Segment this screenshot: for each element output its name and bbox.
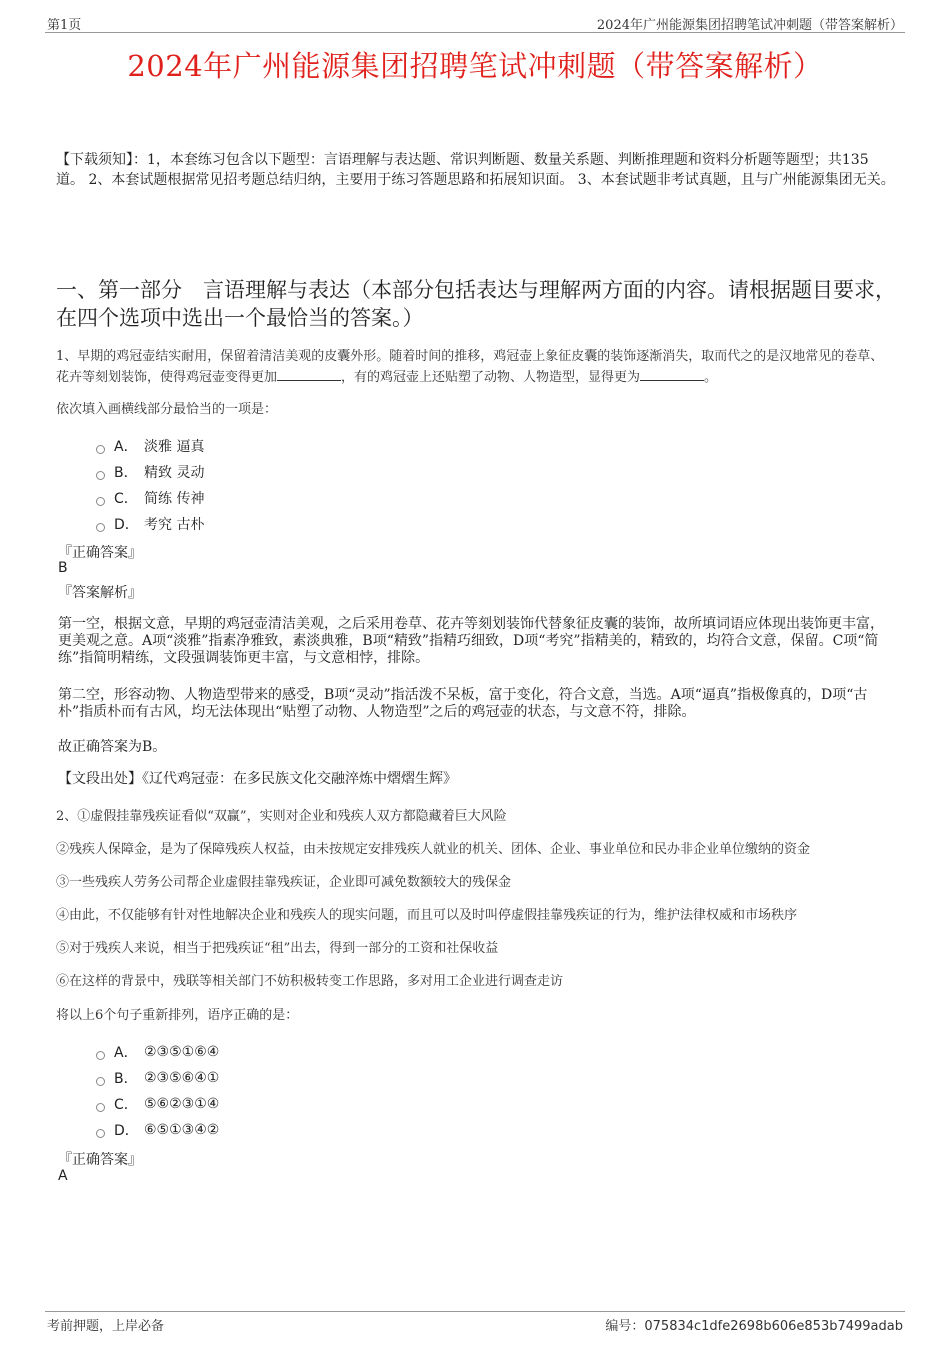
header-doc-title: 2024年广州能源集团招聘笔试冲刺题（带答案解析） [596, 18, 903, 33]
radio-icon[interactable] [96, 1077, 105, 1086]
footer-slogan: 考前押题，上岸必备 [47, 1319, 165, 1334]
radio-icon[interactable] [96, 523, 105, 532]
q2-option-d[interactable]: D． ⑥⑤①③④② [96, 1117, 219, 1143]
q2-option-a[interactable]: A． ②③⑤①⑥④ [96, 1039, 219, 1065]
q2-option-c[interactable]: C． ⑤⑥②③①④ [96, 1091, 219, 1117]
q2-line-5: ⑤对于残疾人来说，相当于把残疾证“租”出去，得到一部分的工资和社保收益 [56, 941, 499, 956]
page-header [45, 14, 905, 33]
q1-source: 【文段出处】《辽代鸡冠壶：在多民族文化交融淬炼中熠熠生辉》 [58, 771, 457, 787]
q2-prompt: 将以上6个句子重新排列，语序正确的是： [56, 1008, 299, 1023]
page-title: 2024年广州能源集团招聘笔试冲刺题（带答案解析） [127, 49, 823, 83]
page-number: 第1页 [47, 18, 82, 33]
section-heading: 一、第一部分 言语理解与表达（本部分包括表达与理解两方面的内容。请根据题目要求，在四个选项中选出一个最恰当的答案。） [56, 278, 896, 330]
q1-option-c[interactable]: C． 简练 传神 [96, 485, 204, 511]
footer-code: 编号：075834c1dfe2698b606e853b7499adab [605, 1319, 903, 1334]
q1-option-b[interactable]: B． 精致 灵动 [96, 459, 204, 485]
q2-line-4: ④由此，不仅能够有针对性地解决企业和残疾人的现实问题，而且可以及时叫停虚假挂靠残疾证的行为，维护法律权威和市场秩序 [56, 908, 798, 923]
radio-icon[interactable] [96, 1051, 105, 1060]
q1-option-d[interactable]: D． 考究 古朴 [96, 511, 204, 537]
blank-2 [640, 367, 704, 381]
q1-prompt: 依次填入画横线部分最恰当的一项是： [56, 402, 278, 417]
q2-line-6: ⑥在这样的背景中，残联等相关部门不妨积极转变工作思路，多对用工企业进行调查走访 [56, 974, 564, 989]
q1-text-a: 1、早期的鸡冠壶结实耐用，保留着清洁美观的皮囊外形。随着时间的推移，鸡冠壶上象征皮囊的装饰逐渐消失，取而代之的是汉地常见的卷草、花卉等刻划装饰，使得鸡冠壶变得更加 [56, 349, 884, 385]
q1-answer: B [58, 560, 68, 576]
page-footer [45, 1311, 905, 1334]
radio-icon[interactable] [96, 1129, 105, 1138]
blank-1 [277, 367, 341, 381]
q1-options [96, 433, 204, 537]
q1-text-c: 。 [704, 370, 718, 385]
q2-options [96, 1039, 219, 1143]
q2-option-b[interactable]: B． ②③⑤⑥④① [96, 1065, 219, 1091]
q1-answer-label: 『正确答案』 [58, 545, 142, 561]
radio-icon[interactable] [96, 471, 105, 480]
q1-analysis-label: 『答案解析』 [58, 585, 142, 601]
radio-icon[interactable] [96, 1103, 105, 1112]
download-notice: 【下载须知】：1，本套练习包含以下题型：言语理解与表达题、常识判断题、数量关系题、判断推理题和资料分析题等题型；共135道。 2、本套试题根据常见招考题总结归纳，主要用于练习答题思路和拓展知识面。 3、本套试题非考试真题，且与广州能源集团无关。 [56, 152, 895, 188]
q2-line-3: ③一些残疾人劳务公司帮企业虚假挂靠残疾证，企业即可减免数额较大的残保金 [56, 875, 512, 890]
radio-icon[interactable] [96, 445, 105, 454]
q1-analysis-2: 第二空，形容动物、人物造型带来的感受，B项“灵动”指活泼不呆板，富于变化，符合文意，当选。A项“逼真”指极像真的，D项“古朴”指质朴而有古风，均无法体现出“贴塑了动物、人物造型”之后的鸡冠壶的状态，与文意不符，排除。 [58, 687, 868, 720]
q2-line-1: 2、①虚假挂靠残疾证看似“双赢”，实则对企业和残疾人双方都隐藏着巨大风险 [56, 809, 507, 824]
q1-stem [56, 346, 896, 388]
q1-option-a[interactable]: A． 淡雅 逼真 [96, 433, 204, 459]
q2-answer: A [58, 1168, 68, 1184]
q2-line-2: ②残疾人保障金，是为了保障残疾人权益，由未按规定安排残疾人就业的机关、团体、企业、事业单位和民办非企业单位缴纳的资金 [56, 842, 811, 857]
q1-analysis-1: 第一空，根据文意，早期的鸡冠壶清洁美观，之后采用卷草、花卉等刻划装饰代替象征皮囊的装饰，故所填词语应体现出装饰更丰富，更美观之意。A项“淡雅”指素净雅致，素淡典雅，B项“精致”指精巧细致，D项“考究”指精美的，精致的，均符合文意，保留。C项“简练”指简明精练，文段强调装饰更丰富，与文意相悖，排除。 [58, 616, 884, 666]
q2-answer-label: 『正确答案』 [58, 1152, 142, 1168]
q1-conclusion: 故正确答案为B。 [58, 739, 167, 755]
q1-text-b: ，有的鸡冠壶上还贴塑了动物、人物造型，显得更为 [341, 370, 641, 385]
radio-icon[interactable] [96, 497, 105, 506]
